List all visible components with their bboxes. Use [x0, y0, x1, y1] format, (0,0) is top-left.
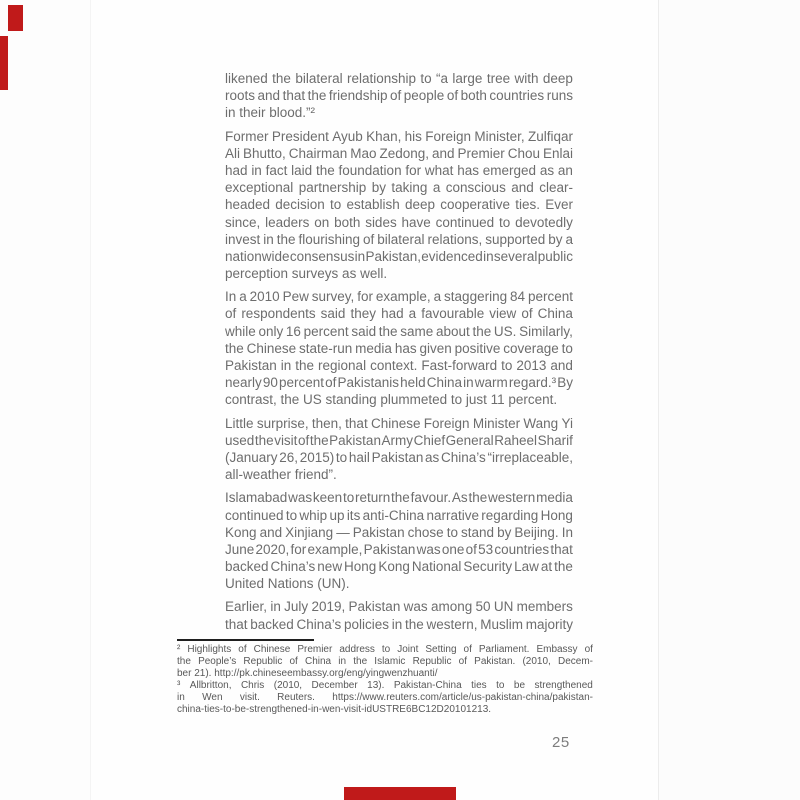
text-line: china-ties-to-be-strengthened-in-wen-visit-idUSTRE6BC12D20101213. — [177, 704, 492, 715]
text-line: continued to whip up its anti-China narrative regarding Hong — [225, 507, 573, 523]
text-line: nearly 90 percent of Pakistanis held China in warm regard.³ By — [225, 375, 573, 391]
text-line: since, leaders on both sides have continued to devotedly — [225, 214, 573, 230]
body-paragraph — [225, 598, 573, 632]
text-line: Kong and Xinjiang — Pakistan chose to stand by Beijing. In — [225, 524, 573, 540]
text-line: Ali Bhutto, Chairman Mao Zedong, and Premier Chou Enlai — [225, 145, 573, 161]
text-line: Islamabad was keen to return the favour. As the western media — [225, 490, 573, 506]
text-line: nationwide consensus in Pakistan, evidenced in several public — [225, 248, 573, 264]
text-line: headed decision to establish deep cooperative ties. Ever — [225, 197, 573, 213]
body-paragraph — [225, 288, 573, 408]
text-line: (January 26, 2015) to hail Pakistan as China’s “irreplaceable, — [225, 449, 573, 465]
text-line: backed China’s new Hong Kong National Security Law at the — [225, 559, 573, 575]
page-number: 25 — [552, 734, 570, 751]
text-line: ³ Allbritton, Chris (2010, December 13). Pakistan-China ties to be strengthened — [177, 680, 593, 691]
page-body — [225, 70, 573, 639]
text-line: Earlier, in July 2019, Pakistan was among 50 UN members — [225, 599, 573, 615]
page-left-margin — [0, 0, 91, 800]
text-line: had in fact laid the foundation for what has emerged as an — [225, 162, 573, 178]
text-line: the Chinese state-run media has given positive coverage to — [225, 340, 573, 356]
footnote — [177, 644, 593, 680]
page-right-edge — [658, 0, 800, 800]
body-paragraph — [225, 489, 573, 592]
body-paragraph — [225, 128, 573, 283]
text-line: June 2020, for example, Pakistan was one of 53 countries that — [225, 541, 573, 557]
text-line: perception surveys as well. — [225, 266, 388, 282]
text-line: in Wen visit. Reuters. https://www.reuters.com/article/us-pakistan-china/pakistan- — [177, 692, 593, 703]
text-line: ber 21). http://pk.chineseembassy.org/eng/yingwenzhuanti/ — [177, 668, 438, 679]
text-line: ² Highlights of Chinese Premier address to Joint Setting of Parliament. Embassy of — [177, 644, 593, 655]
footnote — [177, 680, 593, 716]
body-paragraph — [225, 415, 573, 484]
text-line: in their blood.”² — [225, 105, 316, 121]
text-line: In a 2010 Pew survey, for example, a staggering 84 percent — [225, 289, 573, 305]
text-line: Former President Ayub Khan, his Foreign Minister, Zulfiqar — [225, 128, 573, 144]
text-line: likened the bilateral relationship to “a large tree with deep — [225, 71, 573, 86]
red-cover-mark-top-left — [8, 5, 23, 31]
text-line: invest in the flourishing of bilateral relations, supported by a — [225, 231, 573, 247]
red-cover-mark-bottom — [344, 787, 456, 800]
text-line: used the visit of the Pakistan Army Chief General Raheel Sharif — [225, 432, 573, 448]
text-line: while only 16 percent said the same about the US. Similarly, — [225, 323, 573, 339]
text-line: the People’s Republic of China in the Islamic Republic of Pakistan. (2010, Decem- — [177, 656, 593, 667]
body-paragraph — [225, 70, 573, 122]
footnotes — [177, 644, 593, 716]
text-line: United Nations (UN). — [225, 576, 350, 592]
text-line: exceptional partnership by taking a conscious and clear- — [225, 180, 573, 196]
footnote-separator — [177, 639, 314, 641]
text-line: roots and that the friendship of people of both countries runs — [225, 88, 573, 104]
text-line: Little surprise, then, that Chinese Foreign Minister Wang Yi — [225, 415, 573, 431]
text-line: all-weather friend”. — [225, 467, 337, 483]
text-line: contrast, the US standing plummeted to just 11 percent. — [225, 392, 558, 408]
text-line: Pakistan in the regional context. Fast-forward to 2013 and — [225, 358, 573, 373]
text-line: that backed China’s policies in the western, Muslim majority — [225, 616, 573, 632]
text-line: of respondents said they had a favourable view of China — [225, 306, 573, 322]
red-cover-mark-left-edge — [0, 36, 8, 90]
